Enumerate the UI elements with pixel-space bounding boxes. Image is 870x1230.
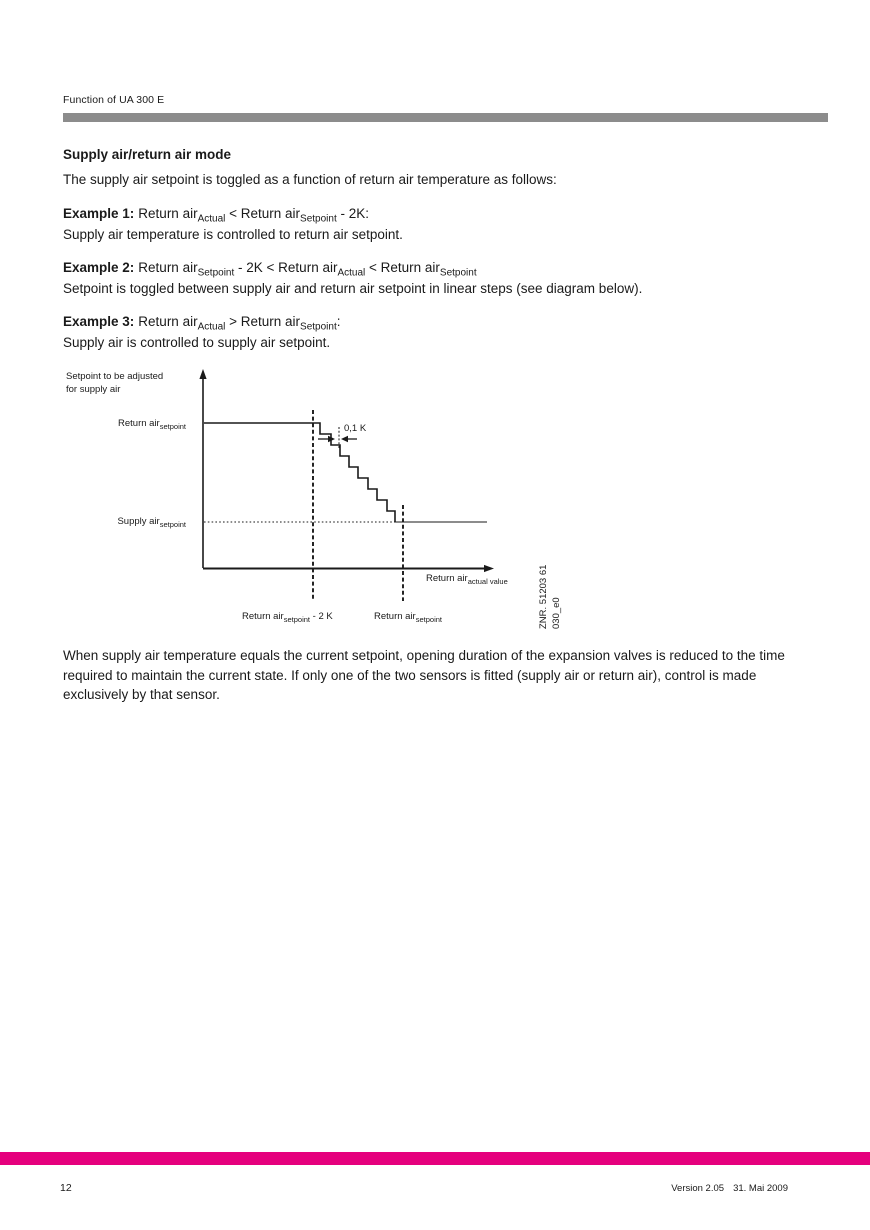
header-rule-bar: [63, 113, 828, 122]
step-width-arrowhead-right: [341, 436, 348, 442]
example-2-description: Setpoint is toggled between supply air and return air setpoint in linear steps (see diagram below).: [63, 280, 643, 296]
example-3-label: Example 3:: [63, 314, 135, 329]
example-1-block: [63, 204, 403, 244]
x-axis-label: Return air$_{actual value}$: [426, 573, 508, 586]
example-1-label: Example 1:: [63, 206, 135, 221]
example-2-formula: Example 2: Return air$_{Setpoint}$ - 2K < Return air$_{Actual}$ < Return air$_{Setpoint}$: [63, 260, 477, 279]
return-air-setpoint-level-label: Return air$_{setpoint}$: [118, 418, 186, 431]
y-axis-label: Setpoint to be adjusted for supply air: [66, 371, 164, 395]
example-3-formula: Example 3: Return air$_{Actual}$ > Return air$_{Setpoint}$:: [63, 314, 341, 333]
y-axis-arrowhead: [199, 369, 206, 379]
closing-paragraph: When supply air temperature equals the current setpoint, opening duration of the expansion valves is reduced to the time required to maintain the current state. If only one of the two sensors is fitted (supply air or return air), control is made exclusively by that sensor.: [63, 648, 785, 702]
diagram-reference-number: ZNR. 51203 61 030_e0: [538, 564, 562, 629]
footer-version-info: [671, 1183, 788, 1194]
footer-date: 31. Mai 2009: [733, 1183, 788, 1194]
step-width-label: 0,1 K: [344, 423, 367, 434]
setpoint-diagram: [0, 360, 870, 645]
intro-paragraph: The supply air setpoint is toggled as a function of return air temperature as follows:: [63, 172, 557, 187]
staircase-curve: [204, 423, 395, 522]
example-2-block: [63, 258, 642, 298]
footer-version-label: Version 2.05: [671, 1183, 725, 1194]
setpoint-diagram-canvas: [0, 360, 870, 645]
example-3-block: [63, 312, 341, 352]
section-title: Supply air/return air mode: [63, 147, 232, 162]
example-1-formula: Example 1: Return air$_{Actual}$ < Return air$_{Setpoint}$ - 2K:: [63, 206, 370, 225]
supply-air-setpoint-level-label: Supply air$_{setpoint}$: [117, 516, 186, 529]
footer-accent-bar: [0, 1152, 870, 1165]
example-2-label: Example 2:: [63, 260, 135, 275]
x-tick-setpoint-minus-2k-label: Return air$_{setpoint}$ - 2 K: [242, 611, 333, 624]
example-3-description: Supply air is controlled to supply air setpoint.: [63, 334, 331, 350]
page-header-title: Function of UA 300 E: [63, 94, 165, 106]
x-tick-setpoint-label: Return air$_{setpoint}$: [374, 611, 442, 624]
example-1-description: Supply air temperature is controlled to return air setpoint.: [63, 226, 403, 242]
page-number: 12: [60, 1182, 72, 1194]
